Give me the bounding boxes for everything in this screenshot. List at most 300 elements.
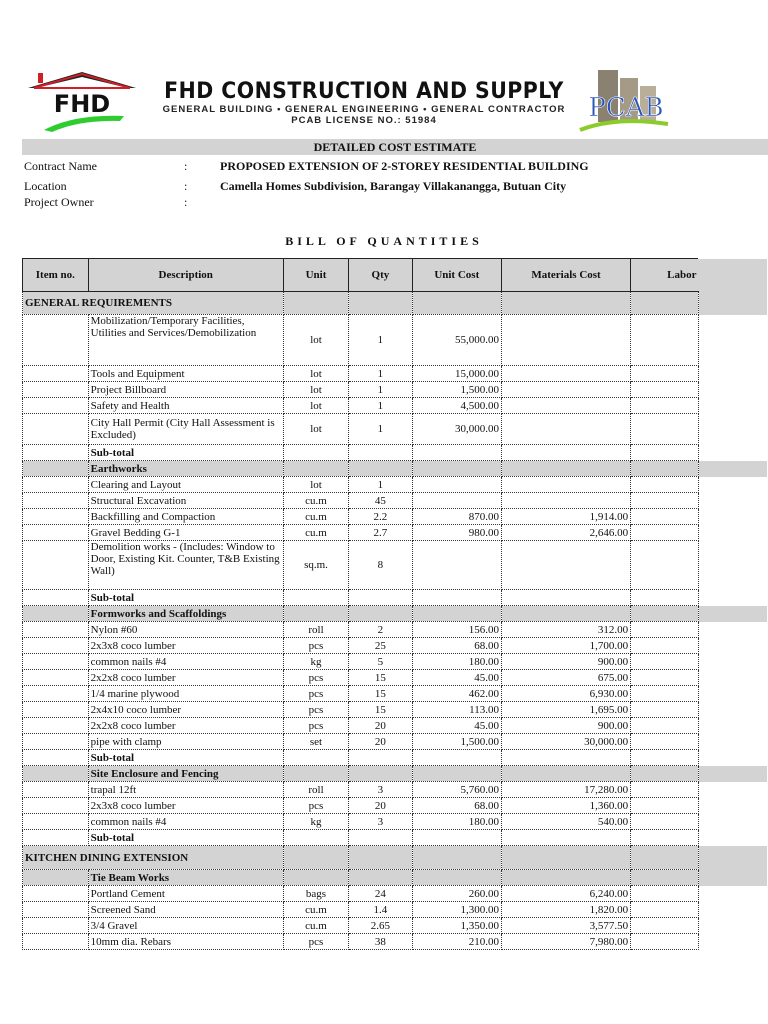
labor-cell: [631, 934, 699, 950]
row-filler: [698, 509, 767, 525]
bill-of-quantities-table: [22, 258, 768, 950]
description-cell: 2x3x8 coco lumber: [88, 638, 283, 654]
unit-cost-cell: 68.00: [412, 638, 501, 654]
description-cell: common nails #4: [88, 814, 283, 830]
empty-cell: [283, 445, 348, 461]
qty-cell: 8: [349, 541, 412, 590]
qty-cell: 1: [349, 366, 412, 382]
description-cell: Screened Sand: [88, 902, 283, 918]
unit-cost-cell: 45.00: [412, 718, 501, 734]
qty-cell: 1: [349, 382, 412, 398]
labor-cell: [631, 382, 699, 398]
item-no-cell: [23, 461, 89, 477]
materials-cost-cell: 1,700.00: [501, 638, 630, 654]
row-filler: [698, 750, 767, 766]
info-label: Location: [24, 179, 67, 193]
unit-cost-cell: 68.00: [412, 798, 501, 814]
item-no-cell: [23, 814, 89, 830]
labor-cell: [631, 493, 699, 509]
empty-cell: [412, 830, 501, 846]
unit-cost-cell: 1,500.00: [412, 734, 501, 750]
qty-cell: 3: [349, 782, 412, 798]
subsection-title: Earthworks: [88, 461, 283, 477]
materials-cost-cell: 30,000.00: [501, 734, 630, 750]
fhd-logo: [24, 68, 140, 132]
row-filler: [698, 782, 767, 798]
unit-cost-cell: 180.00: [412, 654, 501, 670]
materials-cost-cell: 1,914.00: [501, 509, 630, 525]
unit-cell: cu.m: [283, 918, 348, 934]
table-row: [23, 477, 768, 493]
empty-cell: [349, 870, 412, 886]
company-name: FHD CONSTRUCTION AND SUPPLY: [164, 79, 564, 104]
unit-cell: kg: [283, 814, 348, 830]
description-cell: Mobilization/Temporary Facilities, Utilities and Services/Demobilization: [88, 315, 283, 366]
description-cell: City Hall Permit (City Hall Assessment is Excluded): [88, 414, 283, 445]
unit-cell: roll: [283, 622, 348, 638]
empty-cell: [412, 461, 501, 477]
unit-cost-cell: 30,000.00: [412, 414, 501, 445]
description-cell: pipe with clamp: [88, 734, 283, 750]
empty-cell: [631, 461, 699, 477]
table-row: [23, 398, 768, 414]
row-filler: [698, 870, 767, 886]
qty-cell: 20: [349, 718, 412, 734]
table-row: [23, 493, 768, 509]
unit-cell: pcs: [283, 638, 348, 654]
qty-cell: 1: [349, 398, 412, 414]
materials-cost-cell: 1,360.00: [501, 798, 630, 814]
unit-cell: lot: [283, 477, 348, 493]
unit-cell: pcs: [283, 934, 348, 950]
unit-cost-cell: 462.00: [412, 686, 501, 702]
unit-cell: set: [283, 734, 348, 750]
unit-cost-header: Unit Cost: [412, 259, 501, 292]
table-row: [23, 366, 768, 382]
materials-cost-cell: [501, 382, 630, 398]
document-title: DETAILED COST ESTIMATE: [22, 139, 768, 155]
subsection-row: [23, 870, 768, 886]
empty-cell: [349, 766, 412, 782]
empty-cell: [631, 445, 699, 461]
labor-cell: [631, 638, 699, 654]
qty-cell: 15: [349, 702, 412, 718]
info-value: Camella Homes Subdivision, Barangay Villakanangga, Butuan City: [220, 179, 567, 193]
item-no-cell: [23, 638, 89, 654]
materials-cost-cell: [501, 414, 630, 445]
table-row: [23, 315, 768, 366]
subsection-row: [23, 766, 768, 782]
materials-cost-cell: 6,930.00: [501, 686, 630, 702]
qty-header: Qty: [349, 259, 412, 292]
labor-cell: [631, 734, 699, 750]
empty-cell: [501, 606, 630, 622]
unit-cell: cu.m: [283, 525, 348, 541]
subtotal-row: [23, 830, 768, 846]
description-cell: common nails #4: [88, 654, 283, 670]
table-row: [23, 638, 768, 654]
row-filler: [698, 702, 767, 718]
labor-cell: [631, 366, 699, 382]
row-filler: [698, 622, 767, 638]
row-filler: [698, 414, 767, 445]
unit-cell: pcs: [283, 702, 348, 718]
unit-cost-cell: 5,760.00: [412, 782, 501, 798]
header-filler: [698, 259, 767, 292]
unit-cost-cell: 113.00: [412, 702, 501, 718]
empty-cell: [501, 292, 630, 315]
labor-cell: [631, 886, 699, 902]
item-no-cell: [23, 366, 89, 382]
materials-cost-cell: 17,280.00: [501, 782, 630, 798]
unit-cost-cell: [412, 541, 501, 590]
company-header: [148, 80, 580, 126]
description-cell: trapal 12ft: [88, 782, 283, 798]
row-filler: [698, 461, 767, 477]
labor-cell: [631, 509, 699, 525]
labor-cell: [631, 798, 699, 814]
labor-cell: [631, 782, 699, 798]
item-no-cell: [23, 315, 89, 366]
empty-cell: [501, 870, 630, 886]
item-no-cell: [23, 934, 89, 950]
qty-cell: 15: [349, 670, 412, 686]
item-no-cell: [23, 670, 89, 686]
empty-cell: [283, 292, 348, 315]
empty-cell: [501, 750, 630, 766]
subtotal-label: Sub-total: [88, 750, 283, 766]
table-row: [23, 525, 768, 541]
materials-cost-cell: 2,646.00: [501, 525, 630, 541]
empty-cell: [501, 846, 630, 870]
table-row: [23, 541, 768, 590]
empty-cell: [283, 590, 348, 606]
description-cell: Backfilling and Compaction: [88, 509, 283, 525]
description-cell: Gravel Bedding G-1: [88, 525, 283, 541]
row-filler: [698, 686, 767, 702]
table-row: [23, 622, 768, 638]
qty-cell: 20: [349, 734, 412, 750]
labor-cell: [631, 918, 699, 934]
labor-cell: [631, 622, 699, 638]
unit-cost-cell: [412, 493, 501, 509]
unit-cost-cell: 45.00: [412, 670, 501, 686]
unit-cell: lot: [283, 315, 348, 366]
description-cell: Tools and Equipment: [88, 366, 283, 382]
unit-cell: cu.m: [283, 902, 348, 918]
empty-cell: [412, 590, 501, 606]
empty-cell: [412, 870, 501, 886]
row-filler: [698, 814, 767, 830]
row-filler: [698, 590, 767, 606]
labor-cell: [631, 654, 699, 670]
svg-text:PCAB: PCAB: [588, 93, 664, 123]
item-no-cell: [23, 686, 89, 702]
empty-cell: [412, 292, 501, 315]
item-no-cell: [23, 718, 89, 734]
unit-cost-cell: 1,300.00: [412, 902, 501, 918]
subsection-title: Formworks and Scaffoldings: [88, 606, 283, 622]
empty-cell: [349, 606, 412, 622]
description-cell: Nylon #60: [88, 622, 283, 638]
unit-cost-cell: 180.00: [412, 814, 501, 830]
qty-cell: 24: [349, 886, 412, 902]
empty-cell: [412, 606, 501, 622]
description-cell: 10mm dia. Rebars: [88, 934, 283, 950]
labor-cell: [631, 414, 699, 445]
row-filler: [698, 382, 767, 398]
item-no-cell: [23, 493, 89, 509]
table-row: [23, 886, 768, 902]
qty-cell: 1: [349, 414, 412, 445]
empty-cell: [283, 846, 348, 870]
qty-cell: 2.7: [349, 525, 412, 541]
table-row: [23, 934, 768, 950]
table-row: [23, 782, 768, 798]
info-colon: :: [184, 159, 188, 173]
row-filler: [698, 398, 767, 414]
row-filler: [698, 798, 767, 814]
description-cell: 2x2x8 coco lumber: [88, 718, 283, 734]
section-title: KITCHEN DINING EXTENSION: [23, 846, 284, 870]
row-filler: [698, 846, 767, 870]
labor-cell: [631, 525, 699, 541]
unit-cost-cell: 260.00: [412, 886, 501, 902]
subtotal-row: [23, 750, 768, 766]
materials-cost-cell: 540.00: [501, 814, 630, 830]
qty-cell: 38: [349, 934, 412, 950]
section-title: GENERAL REQUIREMENTS: [23, 292, 284, 315]
labor-cell: [631, 902, 699, 918]
row-filler: [698, 718, 767, 734]
empty-cell: [501, 590, 630, 606]
item-no-cell: [23, 798, 89, 814]
materials-cost-cell: 1,820.00: [501, 902, 630, 918]
item-no-cell: [23, 734, 89, 750]
info-label: Contract Name: [24, 159, 97, 173]
empty-cell: [349, 750, 412, 766]
unit-cell: cu.m: [283, 509, 348, 525]
description-cell: Structural Excavation: [88, 493, 283, 509]
item-no-cell: [23, 766, 89, 782]
subsection-row: [23, 461, 768, 477]
empty-cell: [631, 766, 699, 782]
item-no-cell: [23, 525, 89, 541]
unit-cell: lot: [283, 414, 348, 445]
labor-cell: [631, 670, 699, 686]
materials-cost-cell: 1,695.00: [501, 702, 630, 718]
description-cell: 2x3x8 coco lumber: [88, 798, 283, 814]
row-filler: [698, 734, 767, 750]
table-row: [23, 686, 768, 702]
labor-header: Labor: [631, 259, 699, 292]
unit-cost-cell: 210.00: [412, 934, 501, 950]
qty-cell: 20: [349, 798, 412, 814]
empty-cell: [631, 846, 699, 870]
table-row: [23, 718, 768, 734]
qty-cell: 2.2: [349, 509, 412, 525]
row-filler: [698, 934, 767, 950]
row-filler: [698, 670, 767, 686]
empty-cell: [631, 870, 699, 886]
empty-cell: [349, 846, 412, 870]
empty-cell: [631, 590, 699, 606]
materials-cost-cell: [501, 366, 630, 382]
item-no-cell: [23, 622, 89, 638]
description-cell: Safety and Health: [88, 398, 283, 414]
item-no-cell: [23, 541, 89, 590]
unit-header: Unit: [283, 259, 348, 292]
qty-cell: 25: [349, 638, 412, 654]
row-filler: [698, 654, 767, 670]
subtotal-row: [23, 445, 768, 461]
item-no-cell: [23, 382, 89, 398]
unit-cost-cell: 4,500.00: [412, 398, 501, 414]
table-row: [23, 670, 768, 686]
subsection-row: [23, 606, 768, 622]
table-row: [23, 702, 768, 718]
row-filler: [698, 606, 767, 622]
unit-cost-cell: 15,000.00: [412, 366, 501, 382]
item-no-header: Item no.: [23, 259, 89, 292]
item-no-cell: [23, 750, 89, 766]
company-tagline: GENERAL BUILDING • GENERAL ENGINEERING • GENERAL CONTRACTOR: [162, 104, 566, 115]
item-no-cell: [23, 590, 89, 606]
materials-cost-cell: [501, 541, 630, 590]
unit-cell: lot: [283, 398, 348, 414]
empty-cell: [283, 606, 348, 622]
empty-cell: [631, 750, 699, 766]
unit-cell: pcs: [283, 670, 348, 686]
table-row: [23, 734, 768, 750]
license-number: PCAB LICENSE NO.: 51984: [291, 115, 437, 126]
subsection-title: Tie Beam Works: [88, 870, 283, 886]
description-cell: 2x4x10 coco lumber: [88, 702, 283, 718]
empty-cell: [283, 750, 348, 766]
subtotal-label: Sub-total: [88, 590, 283, 606]
labor-cell: [631, 814, 699, 830]
row-filler: [698, 902, 767, 918]
pcab-logo: [576, 66, 676, 134]
unit-cell: cu.m: [283, 493, 348, 509]
table-row: [23, 509, 768, 525]
materials-cost-cell: 3,577.50: [501, 918, 630, 934]
labor-cell: [631, 702, 699, 718]
materials-cost-cell: [501, 493, 630, 509]
materials-cost-cell: [501, 315, 630, 366]
empty-cell: [412, 766, 501, 782]
unit-cell: sq.m.: [283, 541, 348, 590]
row-filler: [698, 541, 767, 590]
empty-cell: [631, 606, 699, 622]
empty-cell: [283, 830, 348, 846]
unit-cell: pcs: [283, 686, 348, 702]
item-no-cell: [23, 886, 89, 902]
empty-cell: [412, 445, 501, 461]
unit-cost-cell: 1,500.00: [412, 382, 501, 398]
subtotal-row: [23, 590, 768, 606]
item-no-cell: [23, 782, 89, 798]
empty-cell: [631, 292, 699, 315]
unit-cell: pcs: [283, 798, 348, 814]
description-cell: 3/4 Gravel: [88, 918, 283, 934]
empty-cell: [412, 846, 501, 870]
row-filler: [698, 445, 767, 461]
materials-cost-header: Materials Cost: [501, 259, 630, 292]
labor-cell: [631, 477, 699, 493]
empty-cell: [412, 750, 501, 766]
svg-text:FHD: FHD: [53, 90, 111, 118]
qty-cell: 2.65: [349, 918, 412, 934]
table-row: [23, 814, 768, 830]
bill-of-quantities-title: BILL OF QUANTITIES: [285, 234, 483, 248]
labor-cell: [631, 718, 699, 734]
empty-cell: [283, 766, 348, 782]
subtotal-label: Sub-total: [88, 445, 283, 461]
description-cell: Portland Cement: [88, 886, 283, 902]
unit-cell: kg: [283, 654, 348, 670]
unit-cost-cell: 980.00: [412, 525, 501, 541]
qty-cell: 1: [349, 477, 412, 493]
qty-cell: 45: [349, 493, 412, 509]
description-cell: Demolition works - (Includes: Window to Door, Existing Kit. Counter, T&B Existing Wall): [88, 541, 283, 590]
empty-cell: [283, 870, 348, 886]
qty-cell: 2: [349, 622, 412, 638]
row-filler: [698, 493, 767, 509]
empty-cell: [501, 766, 630, 782]
empty-cell: [349, 445, 412, 461]
item-no-cell: [23, 414, 89, 445]
row-filler: [698, 638, 767, 654]
info-colon: :: [184, 179, 188, 193]
empty-cell: [501, 830, 630, 846]
materials-cost-cell: 675.00: [501, 670, 630, 686]
description-header: Description: [88, 259, 283, 292]
row-filler: [698, 315, 767, 366]
unit-cost-cell: 55,000.00: [412, 315, 501, 366]
unit-cost-cell: 870.00: [412, 509, 501, 525]
unit-cost-cell: 1,350.00: [412, 918, 501, 934]
row-filler: [698, 525, 767, 541]
table-row: [23, 382, 768, 398]
row-filler: [698, 830, 767, 846]
qty-cell: 5: [349, 654, 412, 670]
labor-cell: [631, 541, 699, 590]
description-cell: 2x2x8 coco lumber: [88, 670, 283, 686]
row-filler: [698, 766, 767, 782]
row-filler: [698, 477, 767, 493]
labor-cell: [631, 398, 699, 414]
qty-cell: 15: [349, 686, 412, 702]
row-filler: [698, 366, 767, 382]
row-filler: [698, 918, 767, 934]
info-value: PROPOSED EXTENSION OF 2-STOREY RESIDENTIAL BUILDING: [220, 159, 589, 173]
empty-cell: [349, 590, 412, 606]
unit-cell: pcs: [283, 718, 348, 734]
qty-cell: 1.4: [349, 902, 412, 918]
materials-cost-cell: 312.00: [501, 622, 630, 638]
subsection-title: Site Enclosure and Fencing: [88, 766, 283, 782]
item-no-cell: [23, 654, 89, 670]
labor-cell: [631, 315, 699, 366]
materials-cost-cell: [501, 477, 630, 493]
materials-cost-cell: [501, 398, 630, 414]
unit-cost-cell: [412, 477, 501, 493]
item-no-cell: [23, 830, 89, 846]
item-no-cell: [23, 606, 89, 622]
empty-cell: [349, 461, 412, 477]
empty-cell: [283, 461, 348, 477]
